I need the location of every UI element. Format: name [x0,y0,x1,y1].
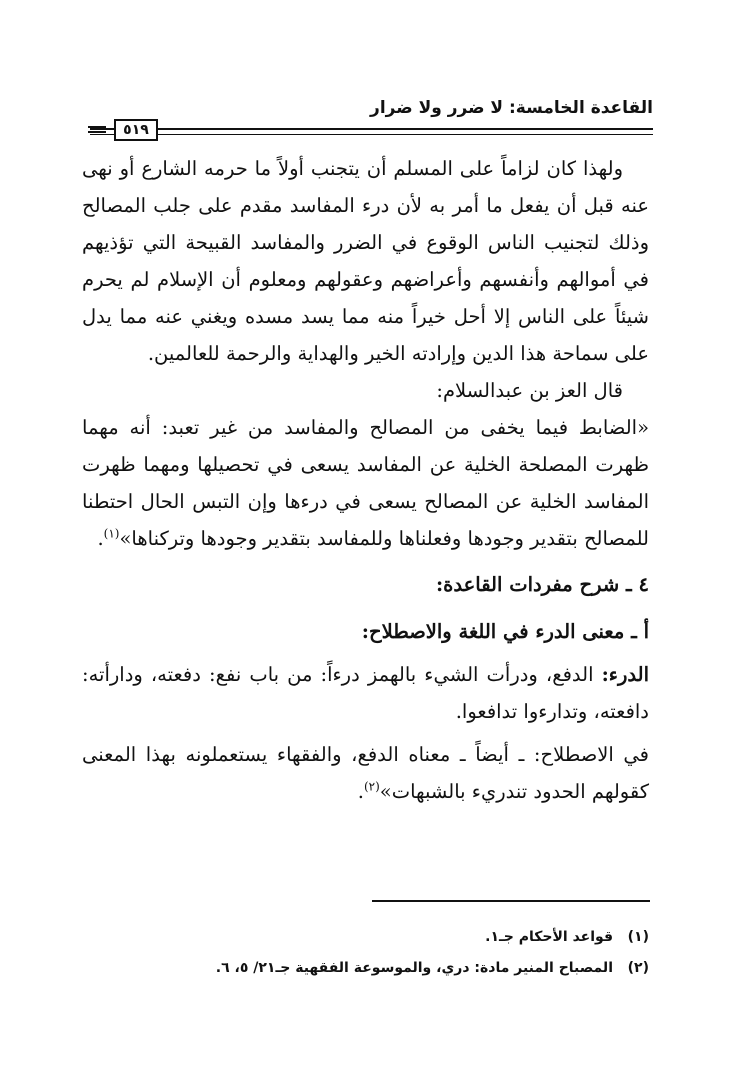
definition-text: الدفع، ودرأت الشيء بالهمز درءاً: من باب نفع: دفعته، ودارأته: دافعته، وتدارءوا تدافعوا. [82,663,649,723]
paragraph-intro: ولهذا كان لزاماً على المسلم أن يتجنب أولاً ما حرمه الشارع أو نهى عنه قبل أن يفعل ما أمر به لأن درء المفاسد مقدم على جلب المصالح وذلك لتجنيب الناس الوقوع في الضرر والمفاسد القبيحة التي تؤذيهم في أموالهم وأنفسهم وأعراضهم وعقولهم ومعلوم أن الإسلام لم يحرم شيئاً على الناس إلا أحل خيراً منه مما يسد مسده ويغني عنه مما يدل على سماحة هذا الدين وإرادته الخير والهداية والرحمة للعالمين. [82,157,649,365]
header-rule [90,128,653,135]
technical-definition [82,736,649,810]
footnote [82,922,649,953]
main-text [82,150,649,810]
footnote-text: قواعد الأحكام جـ١. [485,929,613,945]
footnote-text: المصباح المنير مادة: دري، والموسوعة الفقهية جـ٢١/ ٥، ٦. [215,960,613,976]
footnote-separator [372,900,650,902]
footnote-ref-2: (٢) [363,779,380,794]
section-heading: ٤ ـ شرح مفردات القاعدة: [435,573,649,596]
footnote-number: (١) [627,929,649,945]
running-title: القاعدة الخامسة: لا ضرر ولا ضرار [370,98,653,118]
footnote-number: (٢) [627,960,649,976]
quotation-text: «الضابط فيما يخفى من المصالح والمفاسد من غير تعبد: أنه مهما ظهرت المصلحة الخلية عن المفاسد يسعى في تحصيلها ومهما ظهرت المفاسد الخلية عن المصالح يسعى في درءها وإن التبس الحال احتطنا للمصالح بتقدير وجودها وفعلناها وللمفاسد بتقدير وجودها وتركناها» [82,416,649,550]
page-number: ٥١٩ [114,119,158,141]
header-dash-ornament [88,126,106,133]
footnotes [82,922,649,984]
quotation-end: . [97,527,104,550]
footnote-ref-1: (١) [103,526,120,541]
quote-attribution: قال العز بن عبدالسلام: [436,379,623,402]
istilah-end: . [357,780,364,803]
footnote [82,953,649,984]
subsection-heading: أ ـ معنى الدرء في اللغة والاصطلاح: [361,620,649,643]
definition-term: الدرء: [601,663,649,686]
page-header [90,98,653,146]
linguistic-definition [82,656,649,730]
istilah-text: في الاصطلاح: ـ أيضاً ـ معناه الدفع، والفقهاء يستعملونه بهذا المعنى كقولهم الحدود تندريء بالشبهات» [82,743,649,803]
quotation [82,409,649,557]
